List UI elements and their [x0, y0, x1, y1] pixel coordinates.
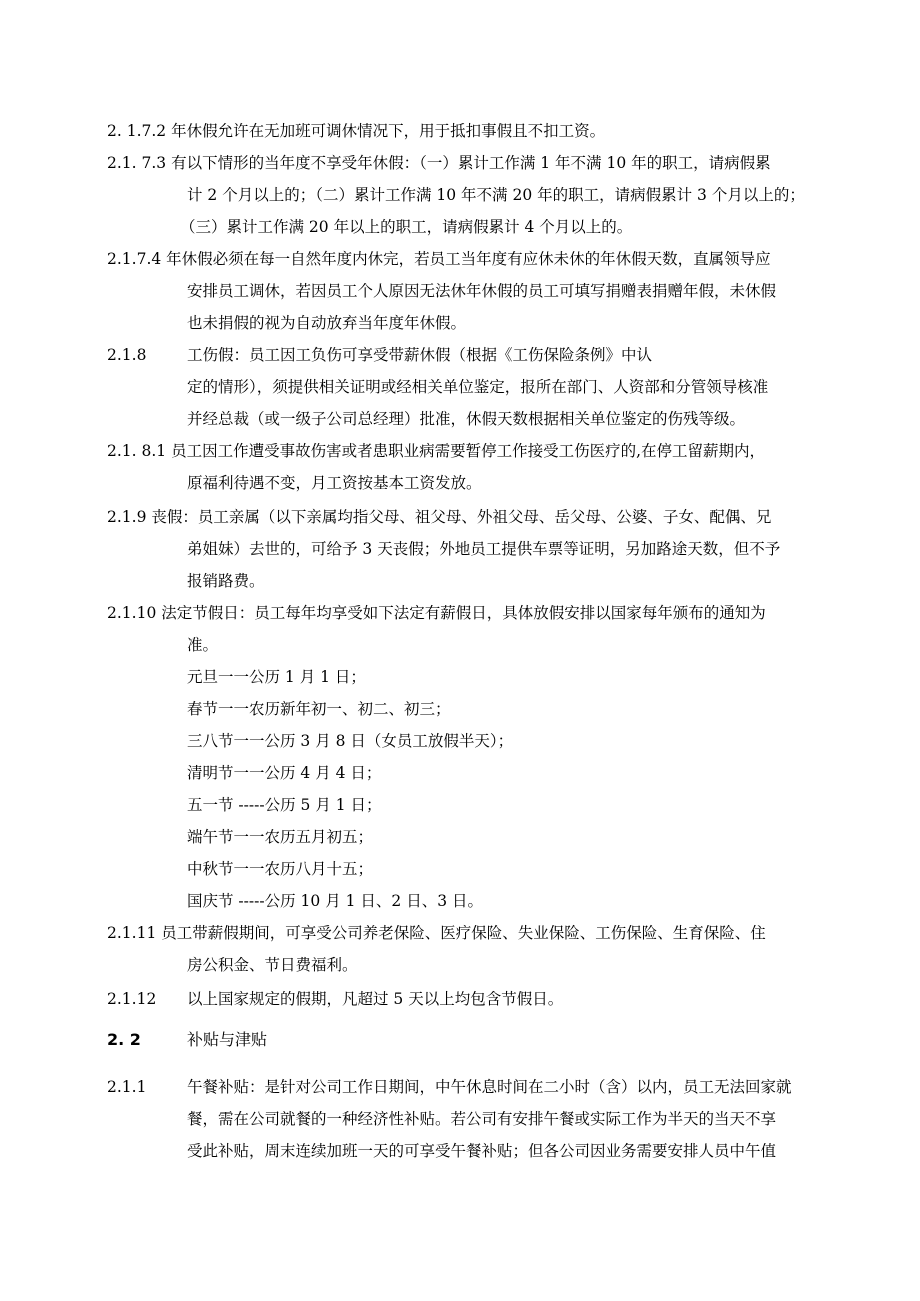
paragraph-2-1-9-line-2: 弟姐妹）去世的，可给予 3 天丧假；外地员工提供车票等证明，另加路途天数，但不予 — [187, 540, 781, 558]
paragraph-2-1-7-4-line-2: 安排员工调休，若因员工个人原因无法休年休假的员工可填写捐赠表捐赠年假，未休假 — [187, 282, 777, 300]
section-heading-number: 2. 2 — [107, 1030, 141, 1049]
paragraph-2-1-9-line-1: 2.1.9 丧假：员工亲属（以下亲属均指父母、祖父母、外祖父母、岳父母、公婆、子女、配偶、兄 — [107, 508, 772, 526]
paragraph-2-1-7-2: 2. 1.7.2 年休假允许在无加班可调休情况下，用于抵扣事假且不扣工资。 — [107, 122, 606, 140]
paragraph-2-1-1-line-2: 餐，需在公司就餐的一种经济性补贴。若公司有安排午餐或实际工作为半天的当天不享 — [187, 1110, 777, 1128]
holiday-item: 国庆节 -----公历 10 月 1 日、2 日、3 日。 — [187, 892, 483, 910]
paragraph-2-1-9-line-3: 报销路费。 — [187, 572, 265, 590]
holiday-item: 五一节 -----公历 5 月 1 日； — [187, 796, 382, 814]
paragraph-2-1-8-1-line-2: 原福利待遇不变，月工资按基本工资发放。 — [187, 474, 482, 492]
section-heading-title: 补贴与津贴 — [187, 1030, 268, 1049]
paragraph-2-1-10-line-1: 2.1.10 法定节假日：员工每年均享受如下法定有薪假日，具体放假安排以国家每年颁布的通知为 — [107, 604, 766, 622]
paragraph-2-1-1-line-3: 受此补贴，周末连续加班一天的可享受午餐补贴；但各公司因业务需要安排人员中午值 — [187, 1142, 777, 1160]
paragraph-2-1-11-line-2: 房公积金、节日费福利。 — [187, 956, 358, 974]
holiday-item: 元旦一一公历 1 月 1 日； — [187, 668, 366, 686]
holiday-item: 中秋节一一农历八月十五； — [187, 860, 374, 878]
holiday-item: 春节一一农历新年初一、初二、初三； — [187, 700, 451, 718]
holiday-item: 三八节一一公历 3 月 8 日（女员工放假半天）； — [187, 732, 514, 750]
paragraph-2-1-8-1-line-1: 2.1. 8.1 员工因工作遭受事故伤害或者患职业病需要暂停工作接受工伤医疗的,在停工留薪期内， — [107, 442, 766, 460]
paragraph-2-1-8-line-3: 并经总裁（或一级子公司总经理）批准，休假天数根据相关单位鉴定的伤残等级。 — [187, 410, 746, 428]
paragraph-2-1-7-3-line-2: 计 2 个月以上的；（二）累计工作满 10 年不满 20 年的职工，请病假累计 3 个月以上的； — [187, 186, 805, 204]
paragraph-2-1-10-line-2: 准。 — [187, 636, 219, 654]
paragraph-2-1-8-line-1: 工伤假：员工因工负伤可享受带薪休假（根据《工伤保险条例》中认 — [187, 346, 653, 364]
paragraph-2-1-12: 以上国家规定的假期，凡超过 5 天以上均包含节假日。 — [187, 990, 564, 1008]
paragraph-2-1-11-line-1: 2.1.11 员工带薪假期间，可享受公司养老保险、医疗保险、失业保险、工伤保险、生育保险、住 — [107, 924, 766, 942]
section-number-2-1-1: 2.1.1 — [107, 1078, 147, 1096]
paragraph-2-1-1-line-1: 午餐补贴：是针对公司工作日期间，中午休息时间在二小时（含）以内，员工无法回家就 — [187, 1078, 792, 1096]
paragraph-2-1-7-4-line-1: 2.1.7.4 年休假必须在每一自然年度内休完，若员工当年度有应休未休的年休假天数，直属领导应 — [107, 250, 771, 268]
paragraph-2-1-8-line-2: 定的情形），须提供相关证明或经相关单位鉴定，报所在部门、人资部和分管领导核准 — [187, 378, 769, 396]
section-number-2-1-8: 2.1.8 — [107, 346, 147, 364]
holiday-item: 端午节一一农历五月初五； — [187, 828, 374, 846]
paragraph-2-1-7-4-line-3: 也未捐假的视为自动放弃当年度年休假。 — [187, 314, 467, 332]
holiday-item: 清明节一一公历 4 月 4 日； — [187, 764, 382, 782]
section-number-2-1-12: 2.1.12 — [107, 990, 157, 1008]
paragraph-2-1-7-3-line-1: 2.1. 7.3 有以下情形的当年度不享受年休假：（一）累计工作满 1 年不满 10 年的职工，请病假累 — [107, 154, 771, 172]
paragraph-2-1-7-3-line-3: （三）累计工作满 20 年以上的职工，请病假累计 4 个月以上的。 — [180, 218, 633, 236]
